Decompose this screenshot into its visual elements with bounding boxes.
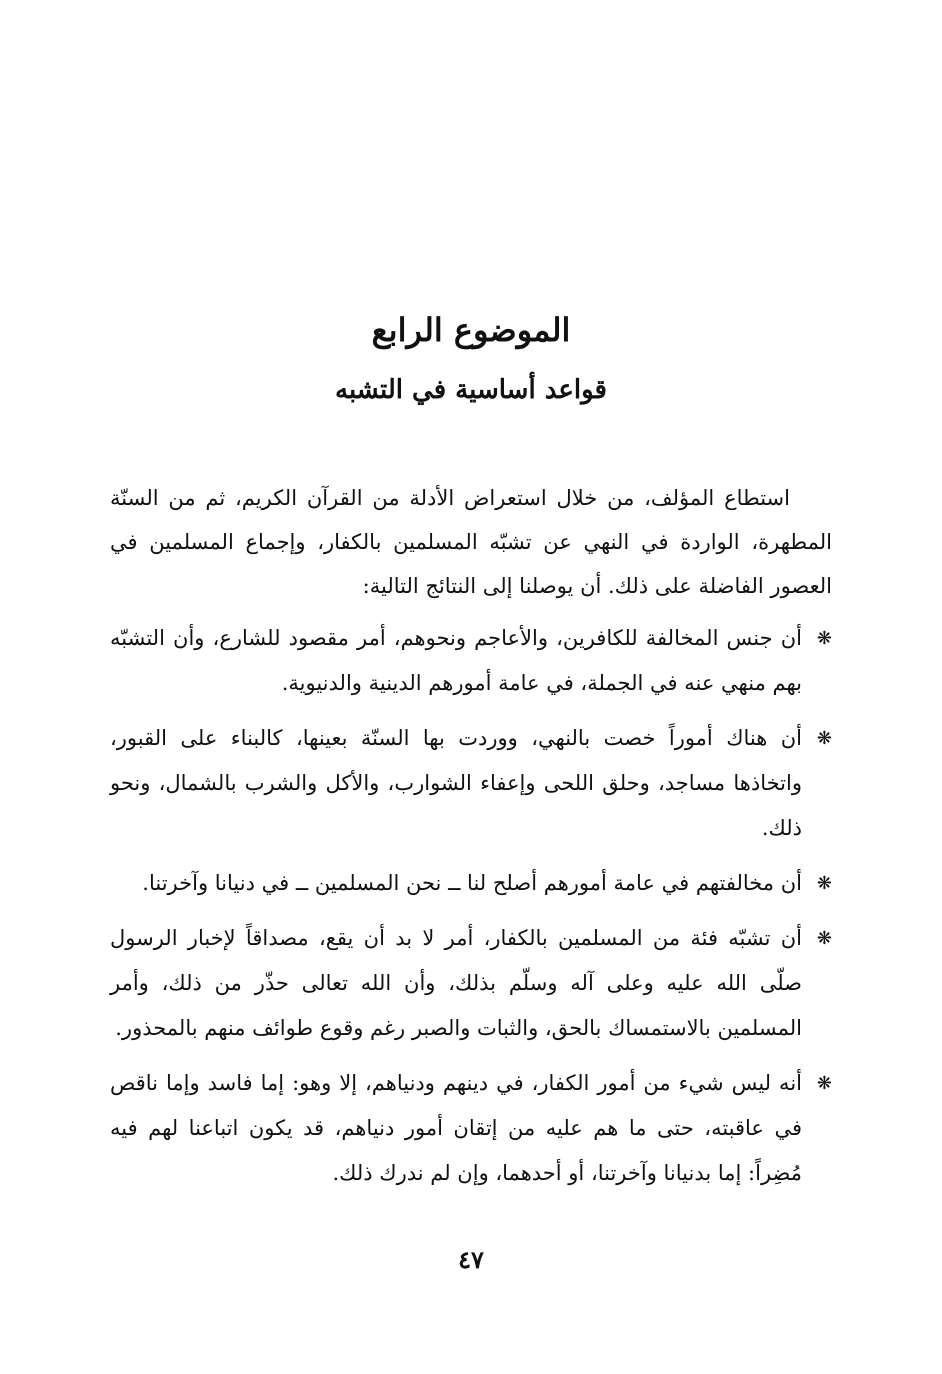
list-item: [110, 1061, 832, 1196]
asterism-bullet-icon: ❋: [816, 728, 832, 749]
asterism-bullet-icon: ❋: [816, 1073, 832, 1094]
list-item-text: أن جنس المخالفة للكافرين، والأعاجم ونحوهم، أمر مقصود للشارع، وأن التشبّه بهم منهي عنه في الجملة، في عامة أمورهم الدينية والدنيوية.: [110, 626, 802, 695]
list-item-text: أن مخالفتهم في عامة أمورهم أصلح لنا ــ نحن المسلمين ــ في دنيانا وآخرتنا.: [142, 871, 802, 895]
list-item: [110, 861, 832, 906]
list-item-text: أن تشبّه فئة من المسلمين بالكفار، أمر لا بد أن يقع، مصداقاً لإخبار الرسول صلّى الله عليه وعلى آله وسلّم بذلك، وأن الله تعالى حذّر من ذلك، وأمر المسلمين بالاستمساك بالحق، والثبات والصبر رغم وقوع طوائف منهم بالمحذور.: [110, 926, 802, 1040]
asterism-bullet-icon: ❋: [816, 873, 832, 894]
body-text: [110, 476, 832, 1206]
list-item-text: أنه ليس شيء من أمور الكفار، في دينهم ودنياهم، إلا وهو: إما فاسد وإما ناقص في عاقبته، حتى ما هم عليه من إتقان أمور دنياهم، قد يكون اتباعنا لهم فيه مُضِراً: إما بدنيانا وآخرتنا، أو أحدهما، وإن لم ندرك ذلك.: [110, 1071, 802, 1185]
list-item: [110, 616, 832, 706]
list-item: [110, 716, 832, 851]
asterism-bullet-icon: ❋: [816, 928, 832, 949]
chapter-title: الموضوع الرابع: [371, 311, 571, 349]
list-item: [110, 916, 832, 1051]
page-number: ٤٧: [458, 1245, 484, 1274]
conclusions-list: [110, 616, 832, 1196]
asterism-bullet-icon: ❋: [816, 628, 832, 649]
intro-paragraph: استطاع المؤلف، من خلال استعراض الأدلة من القرآن الكريم، ثم من السنّة المطهرة، الواردة في النهي عن تشبّه المسلمين بالكفار، وإجماع المسلمين في العصور الفاضلة على ذلك. أن يوصلنا إلى النتائج التالية:: [110, 486, 832, 598]
chapter-subtitle: قواعد أساسية في التشبه: [335, 375, 607, 405]
list-item-text: أن هناك أموراً خصت بالنهي، ووردت بها السنّة بعينها، كالبناء على القبور، واتخاذها مساجد، وحلق اللحى وإعفاء الشوارب، والأكل والشرب بالشمال، ونحو ذلك.: [110, 726, 802, 840]
